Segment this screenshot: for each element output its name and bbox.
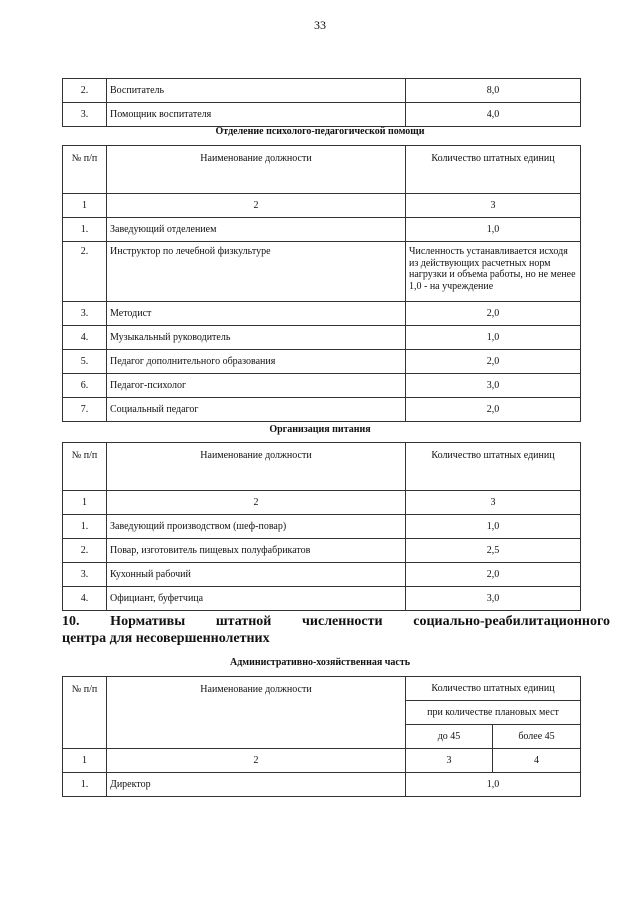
table-row bbox=[63, 563, 581, 587]
table-index-row bbox=[63, 749, 581, 773]
row-number: 2. bbox=[63, 539, 107, 563]
section-heading bbox=[62, 613, 610, 647]
position-name: Официант, буфетчица bbox=[107, 587, 406, 611]
section-title-admin: Административно-хозяйственная часть bbox=[229, 657, 411, 668]
header-num: № п/п bbox=[63, 146, 107, 194]
table-row bbox=[63, 539, 581, 563]
row-number: 3. bbox=[63, 103, 107, 127]
staff-count: 1,0 bbox=[406, 218, 581, 242]
header-count: Количество штатных единиц bbox=[406, 677, 581, 701]
row-number: 2. bbox=[63, 242, 107, 302]
staff-count: 3,0 bbox=[406, 587, 581, 611]
position-name: Кухонный рабочий bbox=[107, 563, 406, 587]
table-index-row bbox=[63, 491, 581, 515]
table-row bbox=[63, 398, 581, 422]
row-number: 1. bbox=[63, 773, 107, 797]
heading-line-2: центра для несовершеннолетних bbox=[62, 631, 270, 646]
staff-count-note: Численность устанавливается исходя из действующих расчетных норм нагрузки и объема работы, но не менее 1,0 - на учреждение bbox=[406, 242, 581, 302]
index-cell: 3 bbox=[406, 491, 581, 515]
row-number: 1. bbox=[63, 515, 107, 539]
staff-count: 1,0 bbox=[406, 773, 581, 797]
table-row bbox=[63, 103, 581, 127]
index-cell: 4 bbox=[493, 749, 581, 773]
header-up-to-45: до 45 bbox=[406, 725, 493, 749]
table-row bbox=[63, 374, 581, 398]
position-name: Социальный педагог bbox=[107, 398, 406, 422]
position-name: Педагог дополнительного образования bbox=[107, 350, 406, 374]
table-header-row bbox=[63, 443, 581, 491]
heading-line-1: 10. Нормативы штатной численности социально-реабилитационного bbox=[62, 614, 610, 629]
position-name: Заведующий отделением bbox=[107, 218, 406, 242]
staff-table-continuation bbox=[62, 78, 581, 127]
staff-count: 2,0 bbox=[406, 350, 581, 374]
row-number: 6. bbox=[63, 374, 107, 398]
table-row bbox=[63, 587, 581, 611]
header-num: № п/п bbox=[63, 443, 107, 491]
header-sub: при количестве плановых мест bbox=[406, 701, 581, 725]
position-name: Повар, изготовитель пищевых полуфабрикатов bbox=[107, 539, 406, 563]
row-number: 1. bbox=[63, 218, 107, 242]
table-row bbox=[63, 326, 581, 350]
index-cell: 2 bbox=[107, 491, 406, 515]
position-name: Директор bbox=[107, 773, 406, 797]
row-number: 5. bbox=[63, 350, 107, 374]
table-row bbox=[63, 350, 581, 374]
table-header-row bbox=[63, 146, 581, 194]
staff-table-catering bbox=[62, 442, 581, 611]
position-name: Воспитатель bbox=[107, 79, 406, 103]
position-name: Инструктор по лечебной физкультуре bbox=[107, 242, 406, 302]
position-name: Педагог-психолог bbox=[107, 374, 406, 398]
index-cell: 1 bbox=[63, 194, 107, 218]
table-row bbox=[63, 242, 581, 302]
page-number: 33 bbox=[314, 18, 326, 32]
header-name: Наименование должности bbox=[107, 443, 406, 491]
staff-count: 2,0 bbox=[406, 398, 581, 422]
index-cell: 2 bbox=[107, 749, 406, 773]
header-name: Наименование должности bbox=[107, 146, 406, 194]
staff-table-psychology bbox=[62, 145, 581, 422]
index-cell: 3 bbox=[406, 749, 493, 773]
row-number: 7. bbox=[63, 398, 107, 422]
header-num: № п/п bbox=[63, 677, 107, 749]
staff-count: 8,0 bbox=[406, 79, 581, 103]
staff-table-admin bbox=[62, 676, 581, 797]
section-title-psychology: Отделение психолого-педагогической помощи bbox=[215, 126, 425, 137]
index-cell: 3 bbox=[406, 194, 581, 218]
staff-count: 4,0 bbox=[406, 103, 581, 127]
table-row bbox=[63, 218, 581, 242]
position-name: Помощник воспитателя bbox=[107, 103, 406, 127]
index-cell: 2 bbox=[107, 194, 406, 218]
staff-count: 2,0 bbox=[406, 302, 581, 326]
staff-count: 1,0 bbox=[406, 515, 581, 539]
table-row bbox=[63, 79, 581, 103]
header-name: Наименование должности bbox=[107, 677, 406, 749]
row-number: 4. bbox=[63, 587, 107, 611]
staff-count: 2,5 bbox=[406, 539, 581, 563]
index-cell: 1 bbox=[63, 491, 107, 515]
row-number: 4. bbox=[63, 326, 107, 350]
staff-count: 3,0 bbox=[406, 374, 581, 398]
staff-count: 1,0 bbox=[406, 326, 581, 350]
position-name: Методист bbox=[107, 302, 406, 326]
table-row bbox=[63, 302, 581, 326]
position-name: Заведующий производством (шеф-повар) bbox=[107, 515, 406, 539]
row-number: 3. bbox=[63, 302, 107, 326]
header-over-45: более 45 bbox=[493, 725, 581, 749]
row-number: 2. bbox=[63, 79, 107, 103]
table-header-row bbox=[63, 677, 581, 701]
section-title-catering: Организация питания bbox=[269, 424, 371, 435]
row-number: 3. bbox=[63, 563, 107, 587]
index-cell: 1 bbox=[63, 749, 107, 773]
staff-count: 2,0 bbox=[406, 563, 581, 587]
header-count: Количество штатных единиц bbox=[406, 443, 581, 491]
table-row bbox=[63, 515, 581, 539]
table-index-row bbox=[63, 194, 581, 218]
position-name: Музыкальный руководитель bbox=[107, 326, 406, 350]
header-count: Количество штатных единиц bbox=[406, 146, 581, 194]
table-row bbox=[63, 773, 581, 797]
